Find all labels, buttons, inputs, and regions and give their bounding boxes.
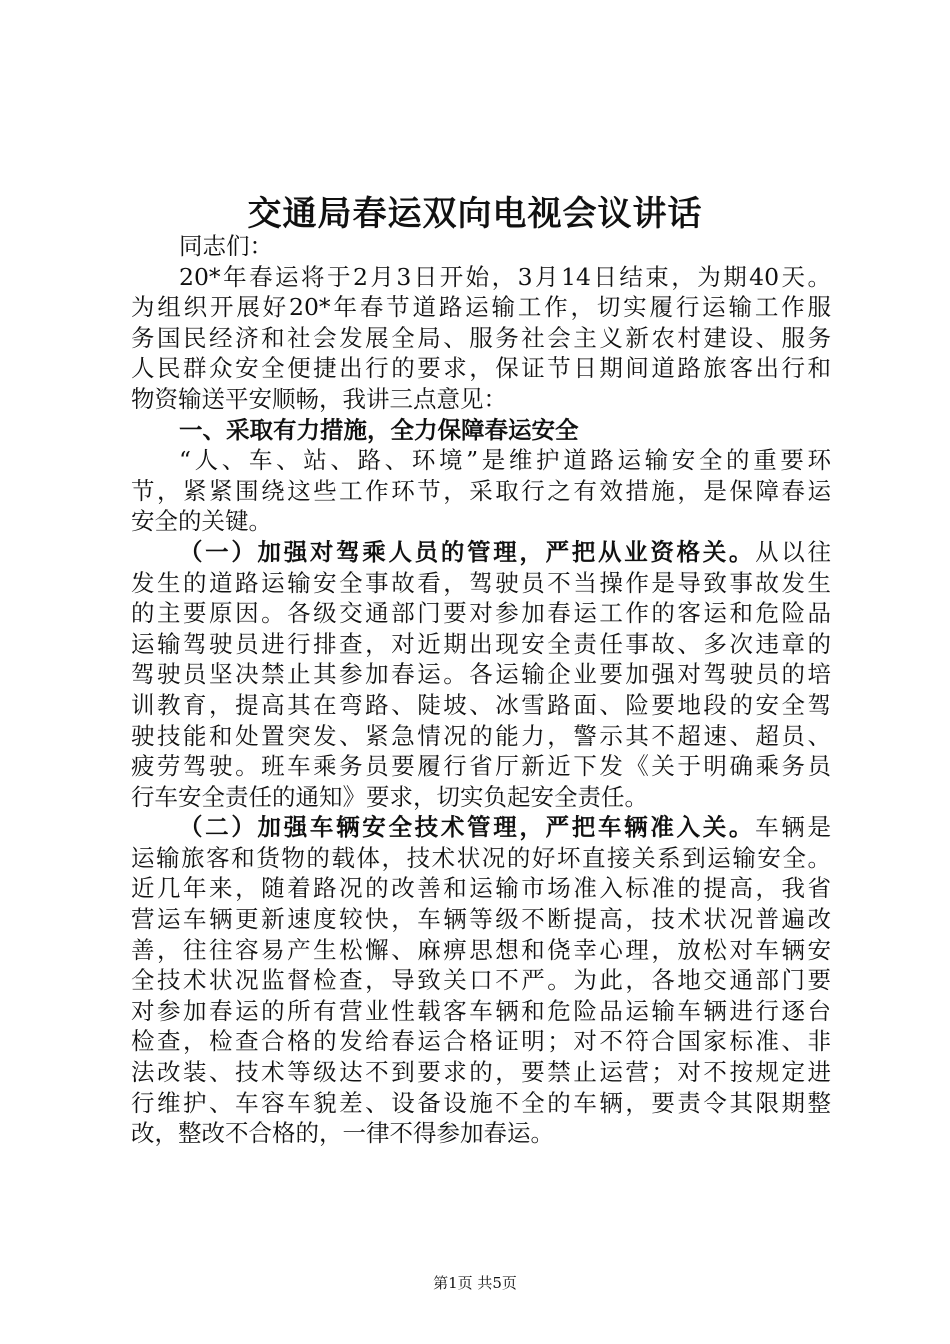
line-text: 改，整改不合格的，一律不得参加春运。 [131, 1119, 554, 1148]
page-footer: 第1页 共5页 [433, 1274, 517, 1292]
line-text: 务国民经济和社会发展全局、服务社会主义新农村建设、服务 [131, 323, 831, 352]
line-text: 善，往往容易产生松懈、麻痹思想和侥幸心理，放松对车辆安 [131, 935, 831, 964]
line-text: 的主要原因。各级交通部门要对参加春运工作的客运和危险品 [131, 599, 831, 628]
text-line [131, 292, 831, 323]
text-line [131, 231, 831, 262]
text-line [131, 751, 831, 782]
text-line [131, 1057, 831, 1088]
text-line [131, 1118, 831, 1149]
line-text: 驶技能和处置突发、紧急情况的能力，警示其不超速、超员、 [131, 721, 831, 750]
line-text: 行维护、车容车貌差、设备设施不全的车辆，要责令其限期整 [131, 1088, 831, 1117]
text-line [131, 904, 831, 935]
text-line [131, 782, 831, 813]
line-text: 驾驶员坚决禁止其参加春运。各运输企业要加强对驾驶员的培 [131, 660, 831, 689]
text-line [131, 843, 831, 874]
line-text: 从以往 [755, 537, 831, 566]
line-text: 同志们： [179, 232, 273, 260]
text-line [131, 996, 831, 1027]
document-title: 交通局春运双向电视会议讲话 [247, 194, 703, 234]
line-text: 发生的道路运输安全事故看，驾驶员不当操作是导致事故发生 [131, 568, 831, 597]
text-line [131, 812, 831, 843]
subheading-lead: （一）加强对驾乘人员的管理，严把从业资格关。 [179, 537, 756, 566]
line-text: 法改装、技术等级达不到要求的，要禁止运营；对不按规定进 [131, 1058, 831, 1087]
line-text: 营运车辆更新速度较快，车辆等级不断提高，技术状况普遍改 [131, 905, 831, 934]
line-text: 20*年春运将于2月3日开始，3月14日结束，为期40天。 [179, 262, 831, 291]
line-text: 人民群众安全便捷出行的要求，保证节日期间道路旅客出行和 [131, 354, 831, 383]
line-text: 节，紧紧围绕这些工作环节，采取行之有效措施，是保障春运 [131, 476, 831, 505]
text-line [131, 506, 831, 537]
line-text: 检查，检查合格的发给春运合格证明；对不符合国家标准、非 [131, 1027, 831, 1056]
line-text: 全技术状况监督检查，导致关口不严。为此，各地交通部门要 [131, 966, 831, 995]
line-text: 近几年来，随着路况的改善和运输市场准入标准的提高，我省 [131, 874, 831, 903]
text-line [131, 629, 831, 660]
text-line [131, 537, 831, 568]
line-text: 训教育，提高其在弯路、陡坡、冰雪路面、险要地段的安全驾 [131, 690, 831, 719]
text-line [131, 873, 831, 904]
text-line [131, 476, 831, 507]
line-text: 运输驾驶员进行排查，对近期出现安全责任事故、多次违章的 [131, 629, 831, 658]
subheading-lead: （二）加强车辆安全技术管理，严把车辆准入关。 [179, 813, 756, 842]
text-line [131, 721, 831, 752]
line-text: 疲劳驾驶。班车乘务员要履行省厅新近下发《关于明确乘务员 [131, 752, 831, 781]
line-text: “人、车、站、路、环境”是维护道路运输安全的重要环 [179, 446, 831, 475]
text-line [131, 353, 831, 384]
text-line [131, 935, 831, 966]
text-line [131, 384, 831, 415]
text-line [131, 965, 831, 996]
line-text: 一、采取有力措施，全力保障春运安全 [179, 415, 579, 444]
line-text: 对参加春运的所有营业性载客车辆和危险品运输车辆进行逐台 [131, 996, 831, 1025]
text-line [131, 445, 831, 476]
line-text: 运输旅客和货物的载体，技术状况的好坏直接关系到运输安全。 [131, 843, 831, 872]
line-text: 为组织开展好20*年春节道路运输工作，切实履行运输工作服 [131, 293, 831, 322]
line-text: 安全的关键。 [131, 507, 272, 536]
text-line [131, 1026, 831, 1057]
document-body [131, 231, 831, 1149]
text-line [131, 690, 831, 721]
text-line [131, 323, 831, 354]
text-line [131, 1088, 831, 1119]
text-line [131, 659, 831, 690]
section-heading [131, 415, 831, 446]
text-line [131, 568, 831, 599]
line-text: 物资输送平安顺畅，我讲三点意见： [131, 384, 507, 413]
text-line [131, 262, 831, 293]
text-line [131, 598, 831, 629]
line-text: 行车安全责任的通知》要求，切实负起安全责任。 [131, 782, 648, 811]
line-text: 车辆是 [755, 813, 831, 842]
